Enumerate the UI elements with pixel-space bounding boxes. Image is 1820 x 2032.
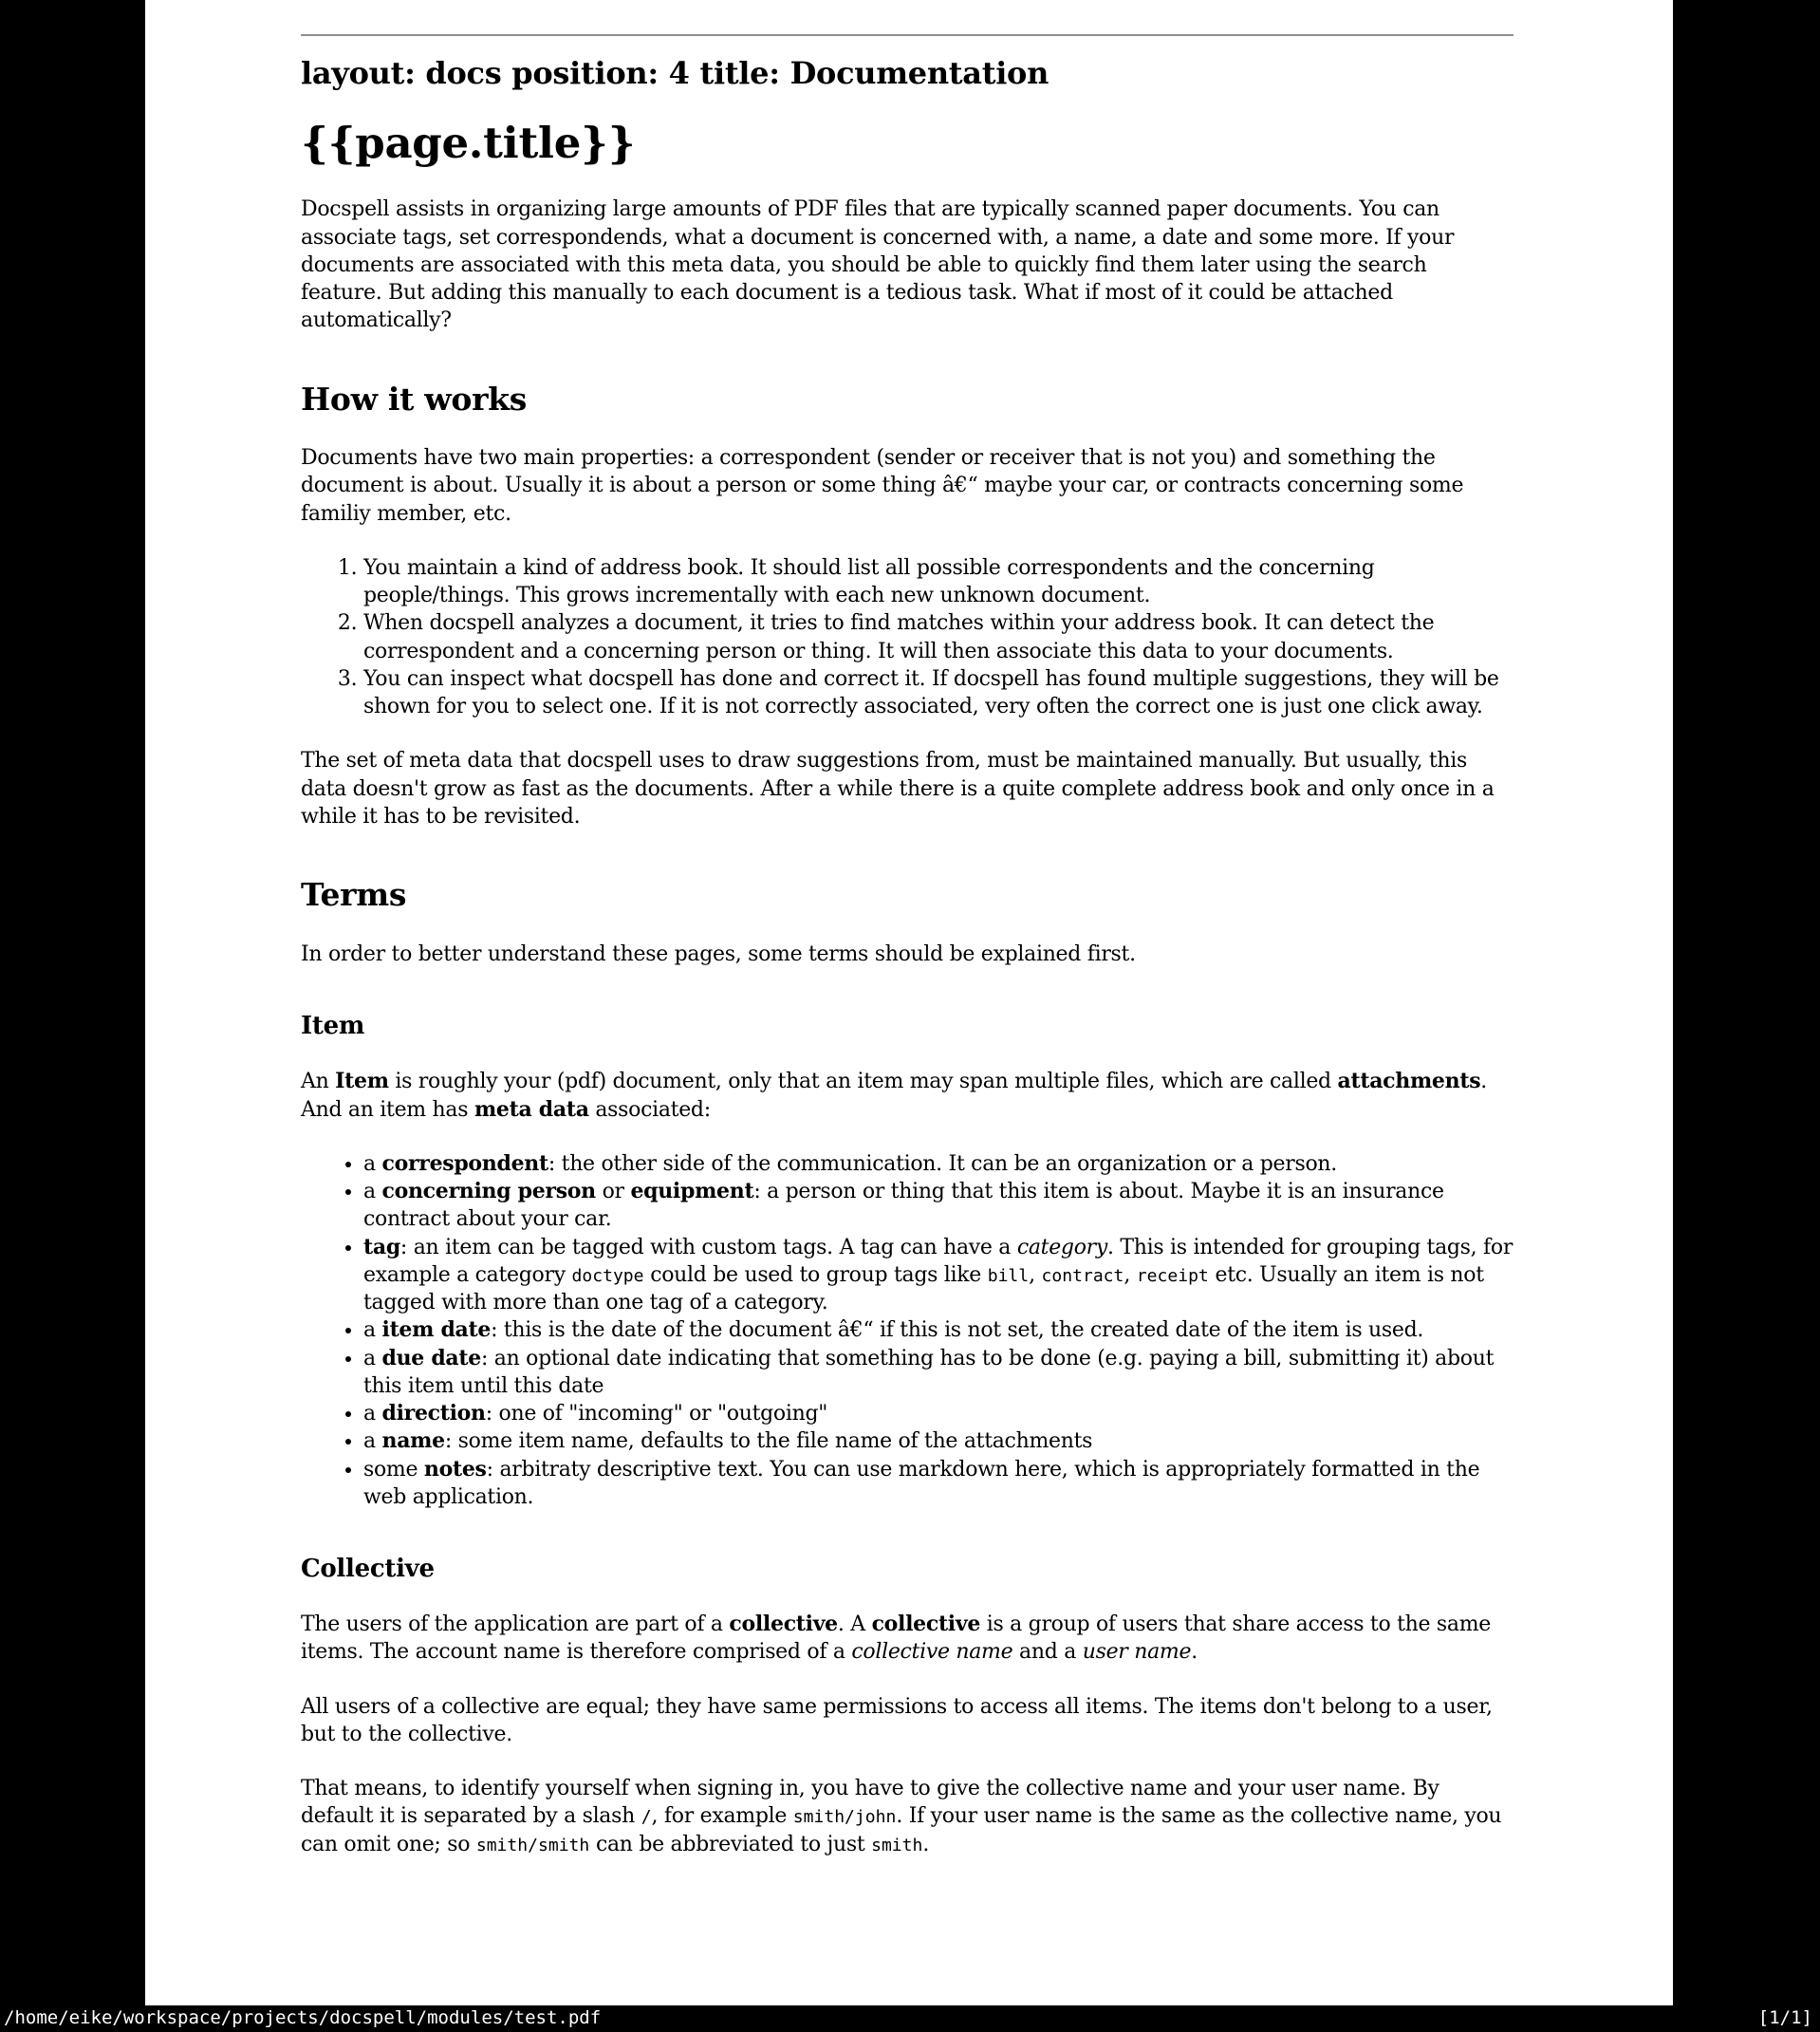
meta-item-notes [363,1456,1514,1512]
text-run-t: . If your user name is the same as the collective name, you can omit one; so [301,1804,1502,1856]
text-run-t: is roughly your (pdf) document, only that an item may span multiple files, which are called [388,1070,1338,1094]
text-run-c: contract [1041,1265,1124,1286]
text-run-t: : the other side of the communication. It can be an organization or a person. [548,1151,1337,1176]
text-run-t: a [363,1318,382,1343]
text-run-t: The set of meta data that docspell uses to draw suggestions from, must be maintained manually. But usually, this data doesn't grow as fast as the documents. After a while there is a quite complete address book and only once in a while it has to be revisited. [301,749,1495,829]
text-run-b: meta data [474,1096,589,1122]
text-run-t: . And an item has [301,1070,1487,1122]
text-run-b: Item [335,1069,389,1094]
meta-item-item-date [363,1316,1514,1344]
text-run-t: The users of the application are part of a [301,1613,730,1637]
paragraph-collective-3 [301,1775,1514,1858]
statusbar-filepath: /home/eike/workspace/projects/docspell/modules/test.pdf [4,2007,602,2028]
text-run-t: : arbitraty descriptive text. You can use markdown here, which is appropriately formatted in the web application. [363,1457,1480,1509]
text-run-t: Docspell assists in organizing large amounts of PDF files that are typically scanned paper documents. You can associate tags, set correspondends, what a document is concerned with, a name, a date and some more. If your documents are associated with this meta data, you should be able to quickly find them later using the search feature. But adding this manually to each document is a tedious task. What if most of it could be attached automatically? [301,197,1455,333]
text-run-t: a [363,1402,382,1426]
statusbar [0,2005,1820,2032]
subsection-heading-item: Item [301,1012,365,1041]
text-run-t: You can inspect what docspell has done and correct it. If docspell has found multiple suggestions, they will be shown for you to select one. If it is not correctly associated, very often the correct one is just one click away. [363,666,1499,719]
text-run-i: category [1016,1235,1107,1259]
text-run-c: smith/smith [475,1835,590,1855]
document-page [145,0,1673,2005]
step-item-1 [363,554,1514,610]
text-run-i: user name [1082,1640,1192,1665]
text-run-i: collective name [851,1640,1013,1665]
text-run-t: All users of a collective are equal; they have same permissions to access all items. The items don't belong to a user, but to the collective. [301,1694,1493,1746]
paragraph-intro [301,196,1514,334]
text-run-t: : a person or thing that this item is about. Maybe it is an insurance contract about your car. [363,1180,1444,1232]
text-run-t: , for example [651,1804,793,1829]
paragraph-collective-2 [301,1693,1514,1749]
text-run-t: : this is the date of the document â€“ if this is not set, the created date of the item is used. [491,1318,1424,1343]
meta-item-concerning [363,1178,1514,1234]
meta-item-direction [363,1400,1514,1427]
section-heading-how-it-works: How it works [301,380,528,418]
text-run-b: concerning person [381,1179,596,1204]
item-meta-list [301,1150,1514,1511]
text-run-t: associated: [588,1097,711,1122]
text-run-t: , [1124,1262,1137,1287]
text-run-c: bill [987,1265,1030,1286]
text-run-b: collective [871,1612,981,1637]
front-matter-divider [301,34,1514,36]
text-run-t: You maintain a kind of address book. It should list all possible correspondents and the concerning people/things. This grows incrementally with each new unknown document. [363,555,1375,608]
paragraph-properties [301,444,1514,528]
text-run-t: a [363,1429,382,1454]
text-run-t: can be abbreviated to just [589,1832,872,1856]
text-run-t: . [1191,1640,1198,1665]
text-run-t: An [301,1070,336,1094]
text-run-t: a [363,1180,382,1204]
text-run-t: . [922,1832,930,1856]
front-matter-heading: layout: docs position: 4 title: Documentation [301,55,1049,91]
text-run-t: When docspell analyzes a document, it tries to find matches within your address book. It can detect the correspondent and a concerning person or thing. It will then associate this data to your documents. [363,611,1435,663]
text-run-t: . A [837,1613,872,1637]
text-run-b: equipment [630,1179,754,1204]
text-run-c: doctype [571,1265,644,1286]
subsection-heading-collective: Collective [301,1555,435,1584]
how-it-works-steps [301,554,1514,721]
text-run-t: : an optional date indicating that something has to be done (e.g. paying a bill, submitting it) about this item until this date [363,1346,1495,1398]
text-run-t: In order to better understand these pages, some terms should be explained first. [301,941,1136,966]
text-run-t: a [363,1151,382,1176]
text-run-b: tag [363,1234,400,1259]
statusbar-page-indicator: [1/1] [1757,2007,1812,2028]
text-run-t: . This is intended for grouping tags, for example a category [363,1235,1514,1287]
text-run-b: notes [423,1456,487,1482]
meta-item-name [363,1427,1514,1455]
paragraph-item-intro [301,1068,1514,1124]
text-run-t: etc. Usually an item is not tagged with more than one tag of a category. [363,1262,1484,1315]
text-run-b: attachments [1337,1069,1481,1094]
text-run-t: or [595,1180,631,1204]
text-run-t: That means, to identify yourself when signing in, you have to give the collective name and your user name. By default it is separated by a slash [301,1777,1439,1829]
text-run-c: smith [871,1835,923,1855]
text-run-t: is a group of users that share access to the same items. The account name is therefore comprised of a [301,1613,1492,1665]
text-run-b: name [381,1428,445,1454]
text-run-b: item date [381,1317,492,1343]
meta-item-tag [363,1234,1514,1317]
text-run-b: due date [381,1345,481,1370]
text-run-t: could be used to group tags like [643,1262,988,1287]
paragraph-meta-data [301,747,1514,830]
section-heading-terms: Terms [301,876,407,914]
text-run-c: / [641,1807,652,1828]
text-run-t: : some item name, defaults to the file name of the attachments [444,1429,1093,1454]
text-run-t: and a [1012,1640,1083,1665]
page-title: {{page.title}} [301,118,636,169]
step-item-3 [363,665,1514,721]
text-run-t: a [363,1346,382,1370]
text-run-t: , [1029,1262,1042,1287]
text-run-b: correspondent [381,1150,548,1176]
document-content [145,34,1673,1858]
text-run-b: collective [729,1612,838,1637]
text-run-c: receipt [1136,1265,1209,1286]
paragraph-collective-1 [301,1611,1514,1667]
text-run-t: some [363,1457,424,1482]
step-item-2 [363,609,1514,665]
text-run-t: : one of "incoming" or "outgoing" [485,1402,828,1426]
text-run-t: : an item can be tagged with custom tags. A tag can have a [399,1235,1017,1259]
meta-item-due-date [363,1345,1514,1401]
text-run-c: smith/john [792,1807,897,1828]
text-run-b: direction [381,1401,486,1426]
text-run-t: Documents have two main properties: a correspondent (sender or receiver that is not you) and something the document is about. Usually it is about a person or some thing â€“ maybe your car, or contracts concerning some familiy member, etc. [301,446,1464,526]
meta-item-correspondent [363,1150,1514,1178]
paragraph-terms-intro [301,941,1514,968]
